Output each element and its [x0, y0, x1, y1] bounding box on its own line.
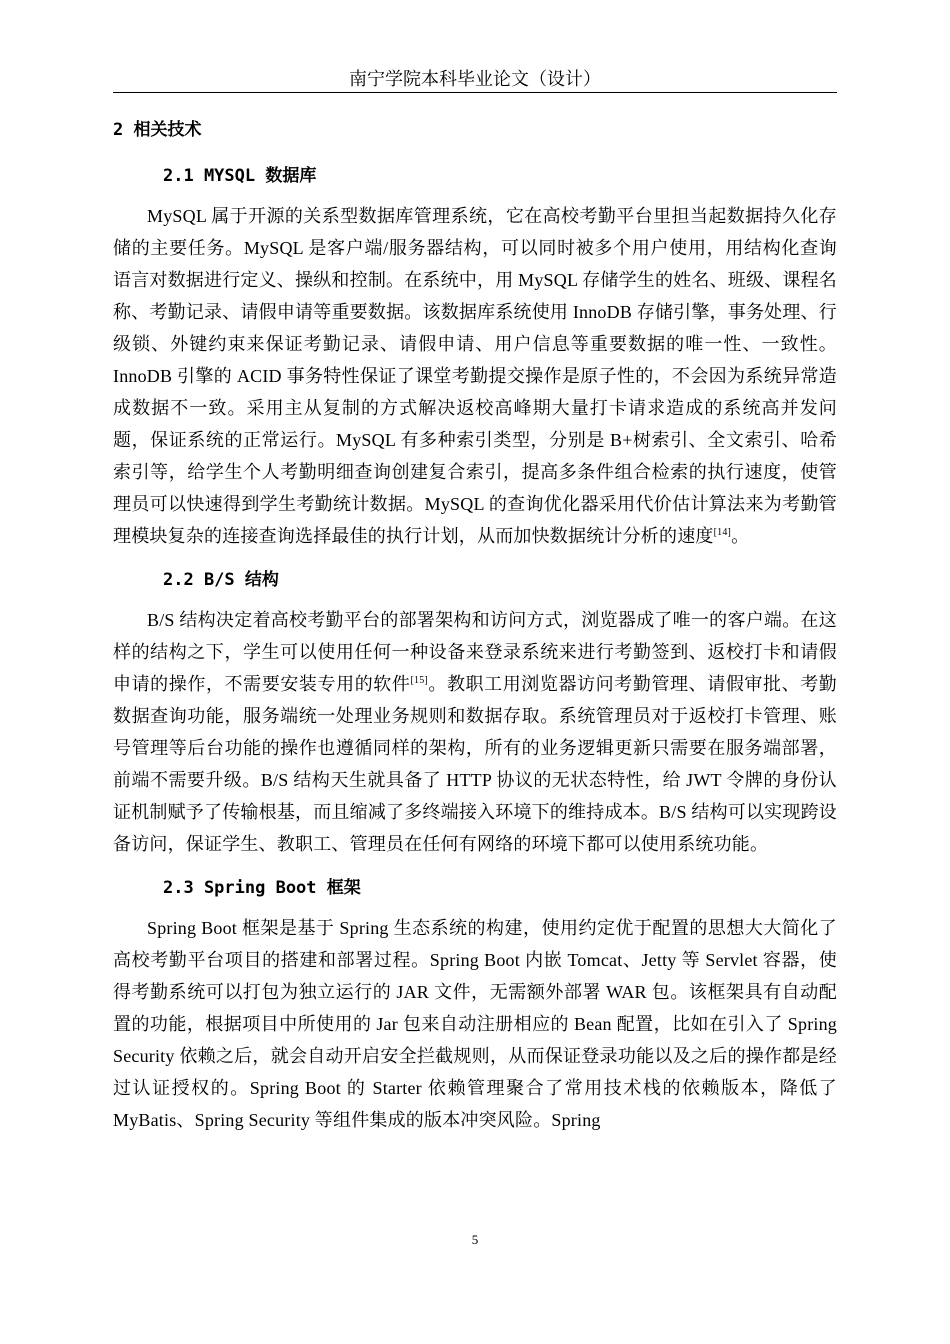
header-rule	[113, 92, 837, 93]
section-heading-2-2: 2.2 B/S 结构	[163, 570, 279, 590]
chapter-heading: 2 相关技术	[113, 120, 202, 140]
section-paragraph-2-3	[113, 912, 837, 1136]
paragraph-text: MySQL 属于开源的关系型数据库管理系统，它在高校考勤平台里担当起数据持久化存储的主要任务。MySQL 是客户端/服务器结构，可以同时被多个用户使用，用结构化查询语言对数据进行定义、操纵和控制。在系统中，用 MySQL 存储学生的姓名、班级、课程名称、考勤记录、请假申请等重要数据。该数据库系统使用 InnoDB 存储引擎，事务处理、行级锁、外键约束来保证考勤记录、请假申请、用户信息等重要数据的唯一性、一致性。InnoDB 引擎的 ACID 事务特性保证了课堂考勤提交操作是原子性的，不会因为系统异常造成数据不一致。采用主从复制的方式解决返校高峰期大量打卡请求造成的系统高并发问题，保证系统的正常运行。MySQL 有多种索引类型，分别是 B+树索引、全文索引、哈希索引等，给学生个人考勤明细查询创建复合索引，提高多条件组合检索的执行速度，使管理员可以快速得到学生考勤统计数据。MySQL 的查询优化器采用代价估计算法来为考勤管理模块复杂的连接查询选择最佳的执行计划，从而加快数据统计分析的速度	[113, 206, 837, 546]
paragraph-text: B/S 结构决定着高校考勤平台的部署架构和访问方式，浏览器成了唯一的客户端。在这样的结构之下，学生可以使用任何一种设备来登录系统来进行考勤签到、返校打卡和请假申请的操作，不需要安装专用的软件	[113, 610, 837, 694]
section-heading-2-1: 2.1 MYSQL 数据库	[163, 166, 317, 186]
page-content	[113, 116, 837, 1150]
citation: [15]	[410, 675, 428, 686]
paragraph-tail: 。	[731, 526, 750, 546]
paragraph-text: Spring Boot 框架是基于 Spring 生态系统的构建，使用约定优于配置的思想大大简化了高校考勤平台项目的搭建和部署过程。Spring Boot 内嵌 Tomcat、Jetty 等 Servlet 容器，使得考勤系统可以打包为独立运行的 JAR 文件，无需额外部署 WAR 包。该框架具有自动配置的功能，根据项目中所使用的 Jar 包来自动注册相应的 Bean 配置，比如在引入了 Spring Security 依赖之后，就会自动开启安全拦截规则，从而保证登录功能以及之后的操作都是经过认证授权的。Spring Boot 的 Starter 依赖管理聚合了常用技术栈的依赖版本，降低了 MyBatis、Spring Security 等组件集成的版本冲突风险。Spring	[113, 918, 837, 1130]
running-header: 南宁学院本科毕业论文（设计）	[349, 69, 601, 89]
page-number: 5	[471, 1232, 479, 1247]
paragraph-text-continued: 。教职工用浏览器访问考勤管理、请假审批、考勤数据查询功能，服务端统一处理业务规则和数据存取。系统管理员对于返校打卡管理、账号管理等后台功能的操作也遵循同样的架构，所有的业务逻辑更新只需要在服务端部署，前端不需要升级。B/S 结构天生就具备了 HTTP 协议的无状态特性，给 JWT 令牌的身份认证机制赋予了传输根基，而且缩减了多终端接入环境下的维持成本。B/S 结构可以实现跨设备访问，保证学生、教职工、管理员在任何有网络的环境下都可以使用系统功能。	[113, 674, 837, 854]
section-paragraph-2-2	[113, 604, 837, 860]
section-paragraph-2-1	[113, 200, 837, 552]
section-heading-2-3: 2.3 Spring Boot 框架	[163, 878, 361, 898]
citation: [14]	[713, 527, 732, 538]
